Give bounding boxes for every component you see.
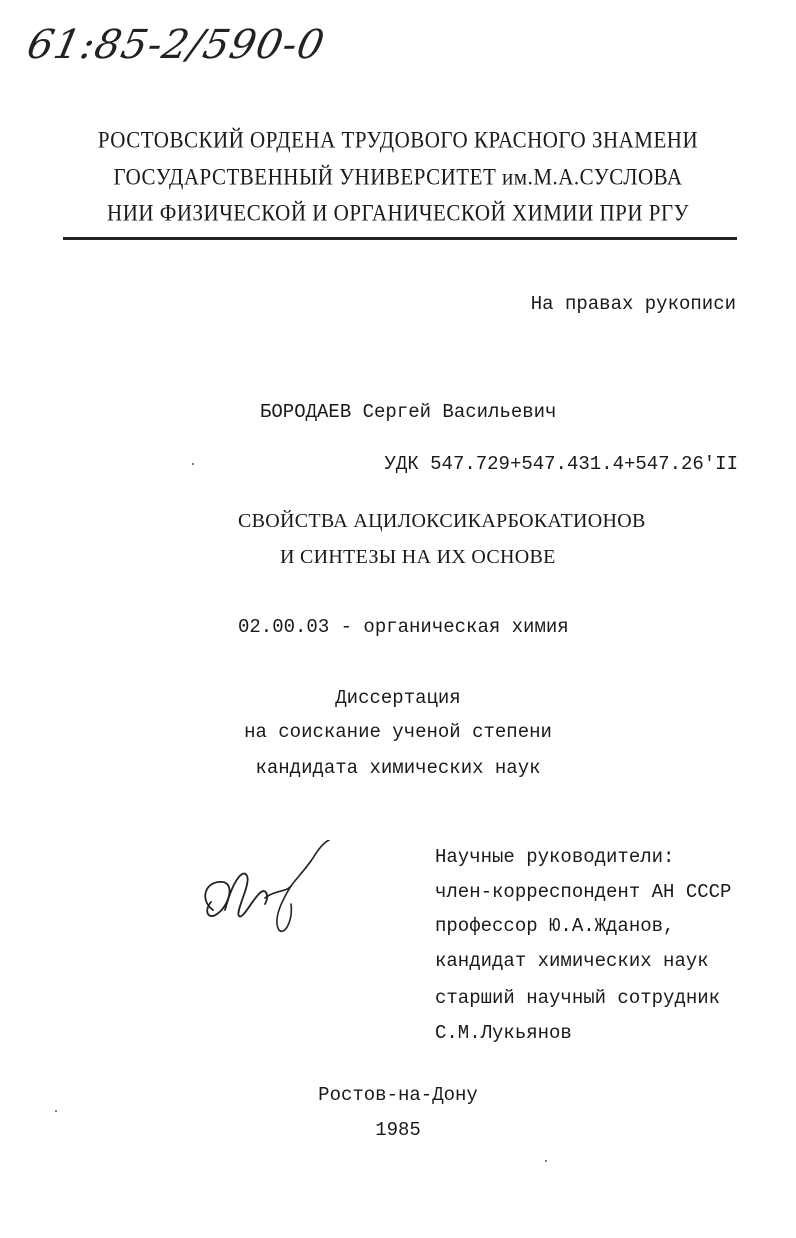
supervisor-line4: старший научный сотрудник: [435, 987, 721, 1009]
paper-speck: [55, 1110, 57, 1112]
udc-code: УДК 547.729+547.431.4+547.26'II: [384, 453, 738, 475]
archive-code-handwritten: 61:85-2/590-0: [23, 22, 329, 68]
header-university-line1: РОСТОВСКИЙ ОРДЕНА ТРУДОВОГО КРАСНОГО ЗНАМЕНИ: [97, 126, 699, 154]
header-university-line2: ГОСУДАРСТВЕННЫЙ УНИВЕРСИТЕТ им.М.А.СУСЛОВА: [113, 163, 683, 191]
author-name: БОРОДАЕВ Сергей Васильевич: [260, 401, 557, 423]
supervisor-line2: профессор Ю.А.Жданов,: [435, 915, 675, 937]
degree-line2: на соискание ученой степени: [244, 721, 552, 743]
degree-line1: Диссертация: [335, 687, 461, 709]
supervisor-line5: С.М.Лукьянов: [435, 1022, 572, 1044]
dissertation-title-line2: И СИНТЕЗЫ НА ИХ ОСНОВЕ: [280, 546, 556, 568]
header-divider: [63, 237, 737, 240]
publication-city: Ростов-на-Дону: [318, 1084, 478, 1106]
degree-line3: кандидата химических наук: [255, 757, 541, 779]
supervisor-line1: член-корреспондент АН СССР: [435, 881, 732, 903]
header-institute-line3: НИИ ФИЗИЧЕСКОЙ И ОРГАНИЧЕСКОЙ ХИМИИ ПРИ РГУ: [107, 199, 689, 227]
publication-year: 1985: [375, 1119, 421, 1141]
paper-speck: [545, 1160, 547, 1162]
manuscript-rights-note: На правах рукописи: [530, 293, 736, 315]
specialty-code: 02.00.03 - органическая химия: [238, 616, 569, 638]
paper-speck: [192, 463, 194, 465]
dissertation-title-line1: СВОЙСТВА АЦИЛОКСИКАРБОКАТИОНОВ: [238, 510, 646, 532]
supervisor-line3: кандидат химических наук: [435, 950, 709, 972]
author-signature: [195, 840, 335, 935]
supervisors-heading: Научные руководители:: [435, 846, 675, 868]
